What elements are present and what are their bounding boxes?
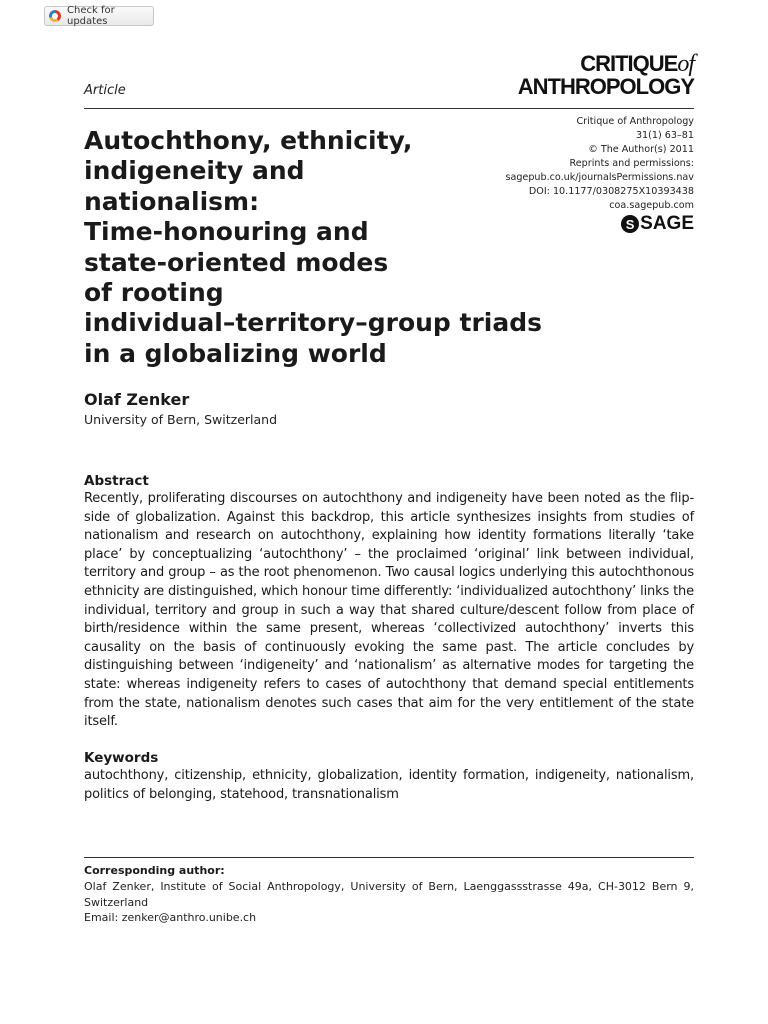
publisher-logo-text: SAGE xyxy=(640,213,694,234)
article-type-label: Article xyxy=(84,83,126,98)
author-name: Olaf Zenker xyxy=(84,390,190,409)
corresponding-author-address: Olaf Zenker, Institute of Social Anthropology, University of Bern, Laenggassstrasse 49a, CH-3012 Bern 9, xyxy=(84,880,694,893)
journal-logo-of: of xyxy=(677,51,694,77)
crossmark-icon xyxy=(49,10,61,22)
meta-journal: Critique of Anthropology xyxy=(576,116,694,127)
journal-logo-main: CRITIQUE xyxy=(580,51,678,76)
corresponding-author-email[interactable]: Email: zenker@anthro.unibe.ch xyxy=(84,911,257,924)
footnote-divider xyxy=(84,857,694,858)
check-for-updates-label: Check for updates xyxy=(67,5,115,27)
author-affiliation: University of Bern, Switzerland xyxy=(84,412,278,427)
corresponding-author-details xyxy=(84,879,694,926)
meta-doi[interactable]: DOI: 10.1177/0308275X10393438 xyxy=(528,186,694,197)
corresponding-author-country: Switzerland xyxy=(84,895,149,909)
sage-mark-icon: S xyxy=(621,215,639,233)
corresponding-author-heading: Corresponding author: xyxy=(84,864,225,877)
publisher-logo xyxy=(621,213,694,235)
check-for-updates-button[interactable] xyxy=(44,6,154,26)
article-title: Autochthony, ethnicity, indigeneity and nationalism: Time-honouring and state-oriented modes of rooting individual–territory–group triads in a globalizing world xyxy=(84,126,543,368)
header-divider xyxy=(84,108,694,109)
keywords-heading: Keywords xyxy=(84,750,159,766)
meta-website-link[interactable]: coa.sagepub.com xyxy=(609,200,694,211)
meta-permissions-link[interactable]: sagepub.co.uk/journalsPermissions.nav xyxy=(505,172,694,183)
abstract-heading: Abstract xyxy=(84,473,149,489)
abstract-body: Recently, proliferating discourses on autochthony and indigeneity have been noted as the flip-side of globalization. Against this backdrop, this article synthesizes insights from studies of nationalism and research on autochthony, explaining how identity formations literally ‘take place’ by conceptualizing ‘autochthony’ – the proclaimed ‘original’ link between individual, territory and group – as the root phenomenon. Two causal logics underlying this autochthonous ethnicity are distinguished, which honour time differently: ‘individualized autochthony’ links the individual, territory and group in such a way that shared culture/descent follow from place of birth/residence within the same present, whereas ‘collectivized autochthony’ inverts this causality on the basis of continuously evoking the same past. The article concludes by distinguishing between ‘indigeneity’ and ‘nationalism’ as alternative modes for targeting the state: whereas indigeneity refers to cases of autochthony that demand special entitlements from the state, nationalism denotes such cases that aim for the very entitlement of the state itself. xyxy=(84,491,694,730)
meta-reprints: Reprints and permissions: xyxy=(569,158,694,169)
keywords-list: autochthony, citizenship, ethnicity, globalization, identity formation, indigeneity, nationalism, politics of belonging, statehood, transnationalism xyxy=(84,768,694,802)
meta-volume: 31(1) 63–81 xyxy=(635,130,694,141)
journal-logo xyxy=(518,52,694,98)
journal-logo-subtitle: ANTHROPOLOGY xyxy=(517,74,694,99)
meta-copyright: © The Author(s) 2011 xyxy=(588,144,694,155)
